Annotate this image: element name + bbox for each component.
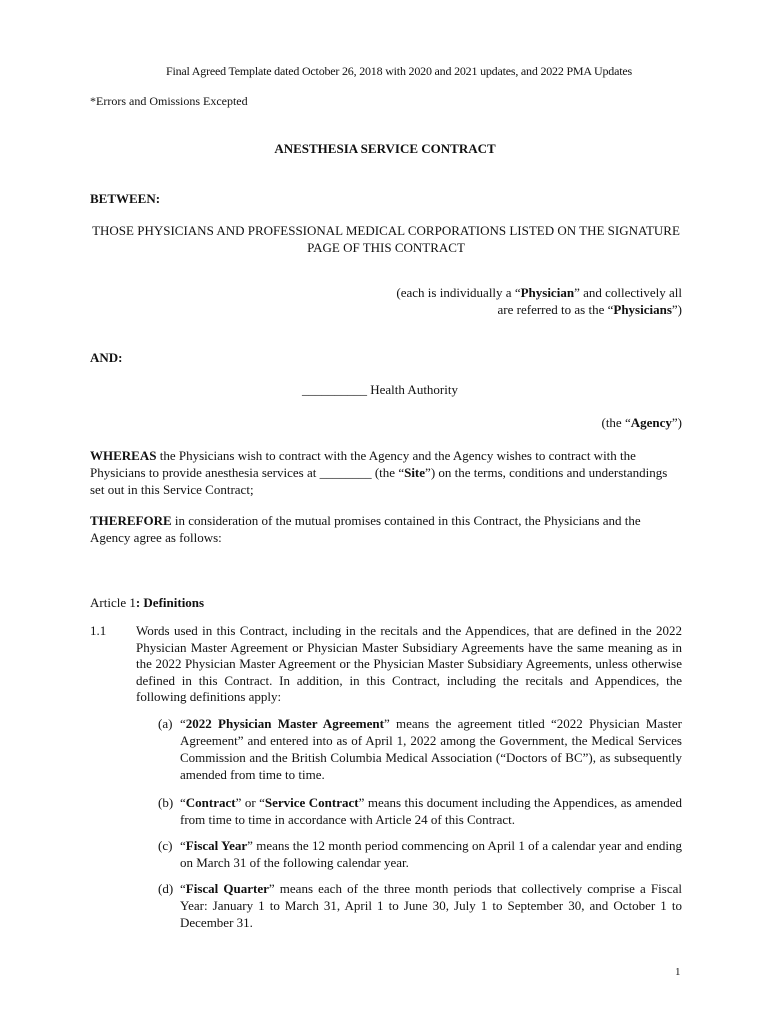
physician-definition-line2	[300, 301, 682, 318]
and-label: AND:	[90, 350, 123, 365]
template-note: Final Agreed Template dated October 26, 2018 with 2020 and 2021 updates, and 2022 PMA Updates	[166, 64, 632, 78]
recital-keyword: WHEREAS	[90, 448, 157, 463]
article-title: : Definitions	[135, 595, 205, 610]
defined-term: Fiscal Quarter	[185, 881, 269, 896]
text-span: means this document including the Appendices, as amended from time to time in accordance with Article 24 of this Contract.	[180, 795, 682, 827]
text-span: ”	[358, 795, 365, 810]
text-span: means each of the three month periods that collectively comprise a Fiscal Year: January 1 to March 31, April 1 to June 30, July 1 to September 30, and October 1 to December 31.	[180, 881, 682, 930]
agency-definition	[300, 415, 682, 431]
text-span: “	[180, 881, 186, 896]
whereas-recital	[90, 447, 682, 498]
item-label: (c)	[158, 838, 173, 853]
defined-term: Fiscal Year	[185, 838, 248, 853]
text-span: “	[180, 795, 186, 810]
authority-line: __________ Health Authority	[302, 382, 458, 397]
item-body	[180, 715, 682, 783]
text-span: “	[180, 838, 186, 853]
text-span: (the “	[601, 415, 631, 430]
text-span: the Physicians wish to contract with the Agency and the Agency wishes to contract with the Physicians to provide anesthesia services at ________ (the “	[90, 448, 636, 480]
text-span: ” or “	[235, 795, 265, 810]
text-span: are referred to as the “	[497, 302, 614, 317]
text-span: ”) on the terms, conditions and understandings set out in this Service Contract;	[90, 465, 668, 497]
item-body	[180, 880, 682, 931]
physician-definition-line1	[300, 284, 682, 301]
defined-term: 2022 Physician Master Agreement	[185, 716, 384, 731]
text-span: ”)	[671, 415, 682, 430]
recital-keyword: THEREFORE	[90, 513, 172, 528]
page-title: ANESTHESIA SERVICE CONTRACT	[274, 141, 496, 156]
text-span: ”	[383, 716, 390, 731]
errata-note: *Errors and Omissions Excepted	[90, 94, 248, 108]
item-body	[180, 837, 682, 871]
definition-item	[158, 880, 682, 931]
item-label: (b)	[158, 795, 174, 810]
item-label: (a)	[158, 716, 173, 731]
defined-term: Physician	[520, 285, 575, 300]
item-body	[180, 794, 682, 828]
clause-number: 1.1	[90, 623, 107, 638]
text-span: ” and collectively all	[574, 285, 682, 300]
text-span: “	[180, 716, 186, 731]
defined-term: Agency	[630, 415, 672, 430]
page-number: 1	[675, 966, 681, 978]
therefore-recital	[90, 512, 682, 546]
text-span: ”)	[671, 302, 682, 317]
defined-term: Contract	[185, 795, 236, 810]
defined-term: Site	[404, 465, 426, 480]
item-label: (d)	[158, 881, 174, 896]
article-prefix: Article 1	[90, 595, 136, 610]
physician-definition	[300, 284, 682, 318]
parties-text: THOSE PHYSICIANS AND PROFESSIONAL MEDICAL CORPORATIONS LISTED ON THE SIGNATURE PAGE OF THIS CONTRACT	[92, 223, 680, 255]
text-span: (each is individually a “	[396, 285, 521, 300]
defined-term: Service Contract	[264, 795, 359, 810]
text-span: means the 12 month period commencing on April 1 of a calendar year and ending on March 31 of the following calendar year.	[180, 838, 682, 870]
clause-text: Words used in this Contract, including in the recitals and the Appendices, that are defined in the 2022 Physician Master Agreement or Physician Master Subsidiary Agreements have the same meaning as in the 2022 Physician Master Agreement or the Physician Master Subsidiary Agreements, unless otherwise defined in this Contract. In addition, in this Contract, including the recitals and Appendices, the following definitions apply:	[136, 623, 682, 704]
definition-item	[158, 837, 682, 871]
defined-term: Physicians	[613, 302, 672, 317]
definition-item	[158, 715, 682, 783]
article-heading	[90, 595, 204, 611]
between-label: BETWEEN:	[90, 191, 161, 206]
text-span: in consideration of the mutual promises contained in this Contract, the Physicians and the Agency agree as follows:	[90, 513, 641, 545]
definition-item	[158, 794, 682, 828]
text-span: means the agreement titled “2022 Physician Master Agreement” and entered into as of April 1, 2022 among the Government, the Medical Services Commission and the British Columbia Medical Association (“Doctors of BC”), as subsequently amended from time to time.	[180, 716, 682, 782]
text-span: ”	[247, 838, 253, 853]
text-span: ”	[268, 881, 275, 896]
